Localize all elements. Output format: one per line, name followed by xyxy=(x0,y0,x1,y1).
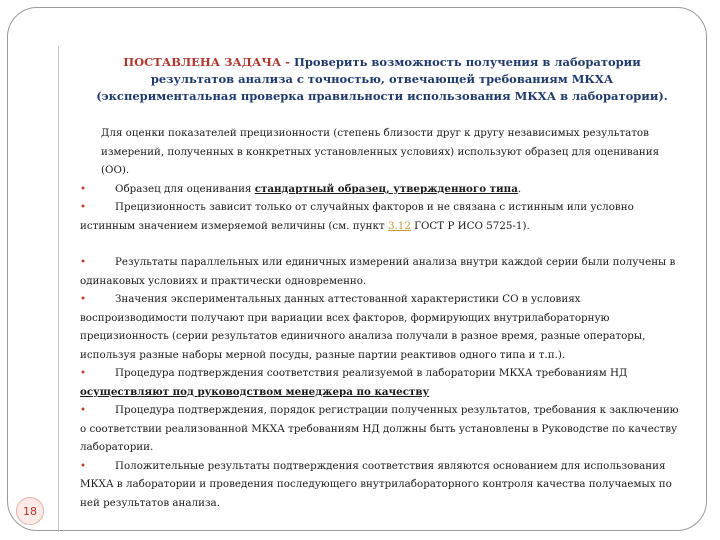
list-item: • Процедура подтверждения соответствия реализуемой в лаборатории МКХА требованиям НД осуществляют под руководством менеджера по качеству xyxy=(80,364,680,401)
list-item: • Образец для оценивания стандартный образец, утвержденного типа. xyxy=(80,180,680,199)
bullet-icon: • xyxy=(80,459,87,472)
intro-paragraph: Для оценки показателей прецизионности (степень близости друг к другу независимых результатов измерений, полученных в конкретных установленных условиях) используют образец для оценивания (ОО). xyxy=(101,127,660,176)
task-lead: ПОСТАВЛЕНА ЗАДАЧА - xyxy=(123,55,295,69)
bullet-icon: • xyxy=(80,293,87,305)
list-item: • Результаты параллельных или единичных измерений анализа внутри каждой серии были получены в одинаковых условиях и практически одновременно. xyxy=(80,253,680,290)
page-number-badge: 18 xyxy=(16,497,44,525)
underlined-text: стандартный образец, утвержденного типа xyxy=(254,182,518,195)
slide-title xyxy=(82,54,682,105)
slide-body xyxy=(80,124,680,512)
list-item: • Положительные результаты подтверждения соответствия являются основанием для использования МКХА в лаборатории и проведения последующего внутрилабораторного контроля качества получаемых по ней результатов анализа. xyxy=(80,457,680,513)
bullet-icon: • xyxy=(80,201,87,213)
list-item: • Процедура подтверждения, порядок регистрации полученных результатов, требования к заключению о соответствии реализованной МКХА требованиям НД должны быть установлены в Руководстве по качеству лаборатории. xyxy=(80,401,680,457)
spacer xyxy=(80,235,680,253)
bullet-icon: • xyxy=(80,182,87,195)
gost-reference-link[interactable]: 3.12 xyxy=(387,219,411,232)
task-text: Проверить возможность получения в лаборатории результатов анализа с точностью, отвечающей требованиям МКХА (экспериментальная проверка правильности использования МКХА в лаборатории). xyxy=(96,55,668,103)
left-divider xyxy=(58,46,59,532)
underlined-text: осуществляют под руководством менеджера по качеству xyxy=(80,385,430,398)
list-item: • Прецизионность зависит только от случайных факторов и не связана с истинным или условно истинным значением измеряемой величины (см. пункт 3.12 ГОСТ Р ИСО 5725-1). xyxy=(80,198,680,235)
bullet-icon: • xyxy=(80,367,87,379)
bullet-icon: • xyxy=(80,256,87,268)
list-item: • Значения экспериментальных данных аттестованной характеристики СО в условиях воспроизводимости получают при вариации всех факторов, формирующих внутрилабораторную прецизионность (серии результатов единичного анализа получали в разное время, разные операторы, используя разные наборы мерной посуды, разные партии реактивов одного типа и т.п.). xyxy=(80,290,680,364)
bullet-icon: • xyxy=(80,404,87,416)
